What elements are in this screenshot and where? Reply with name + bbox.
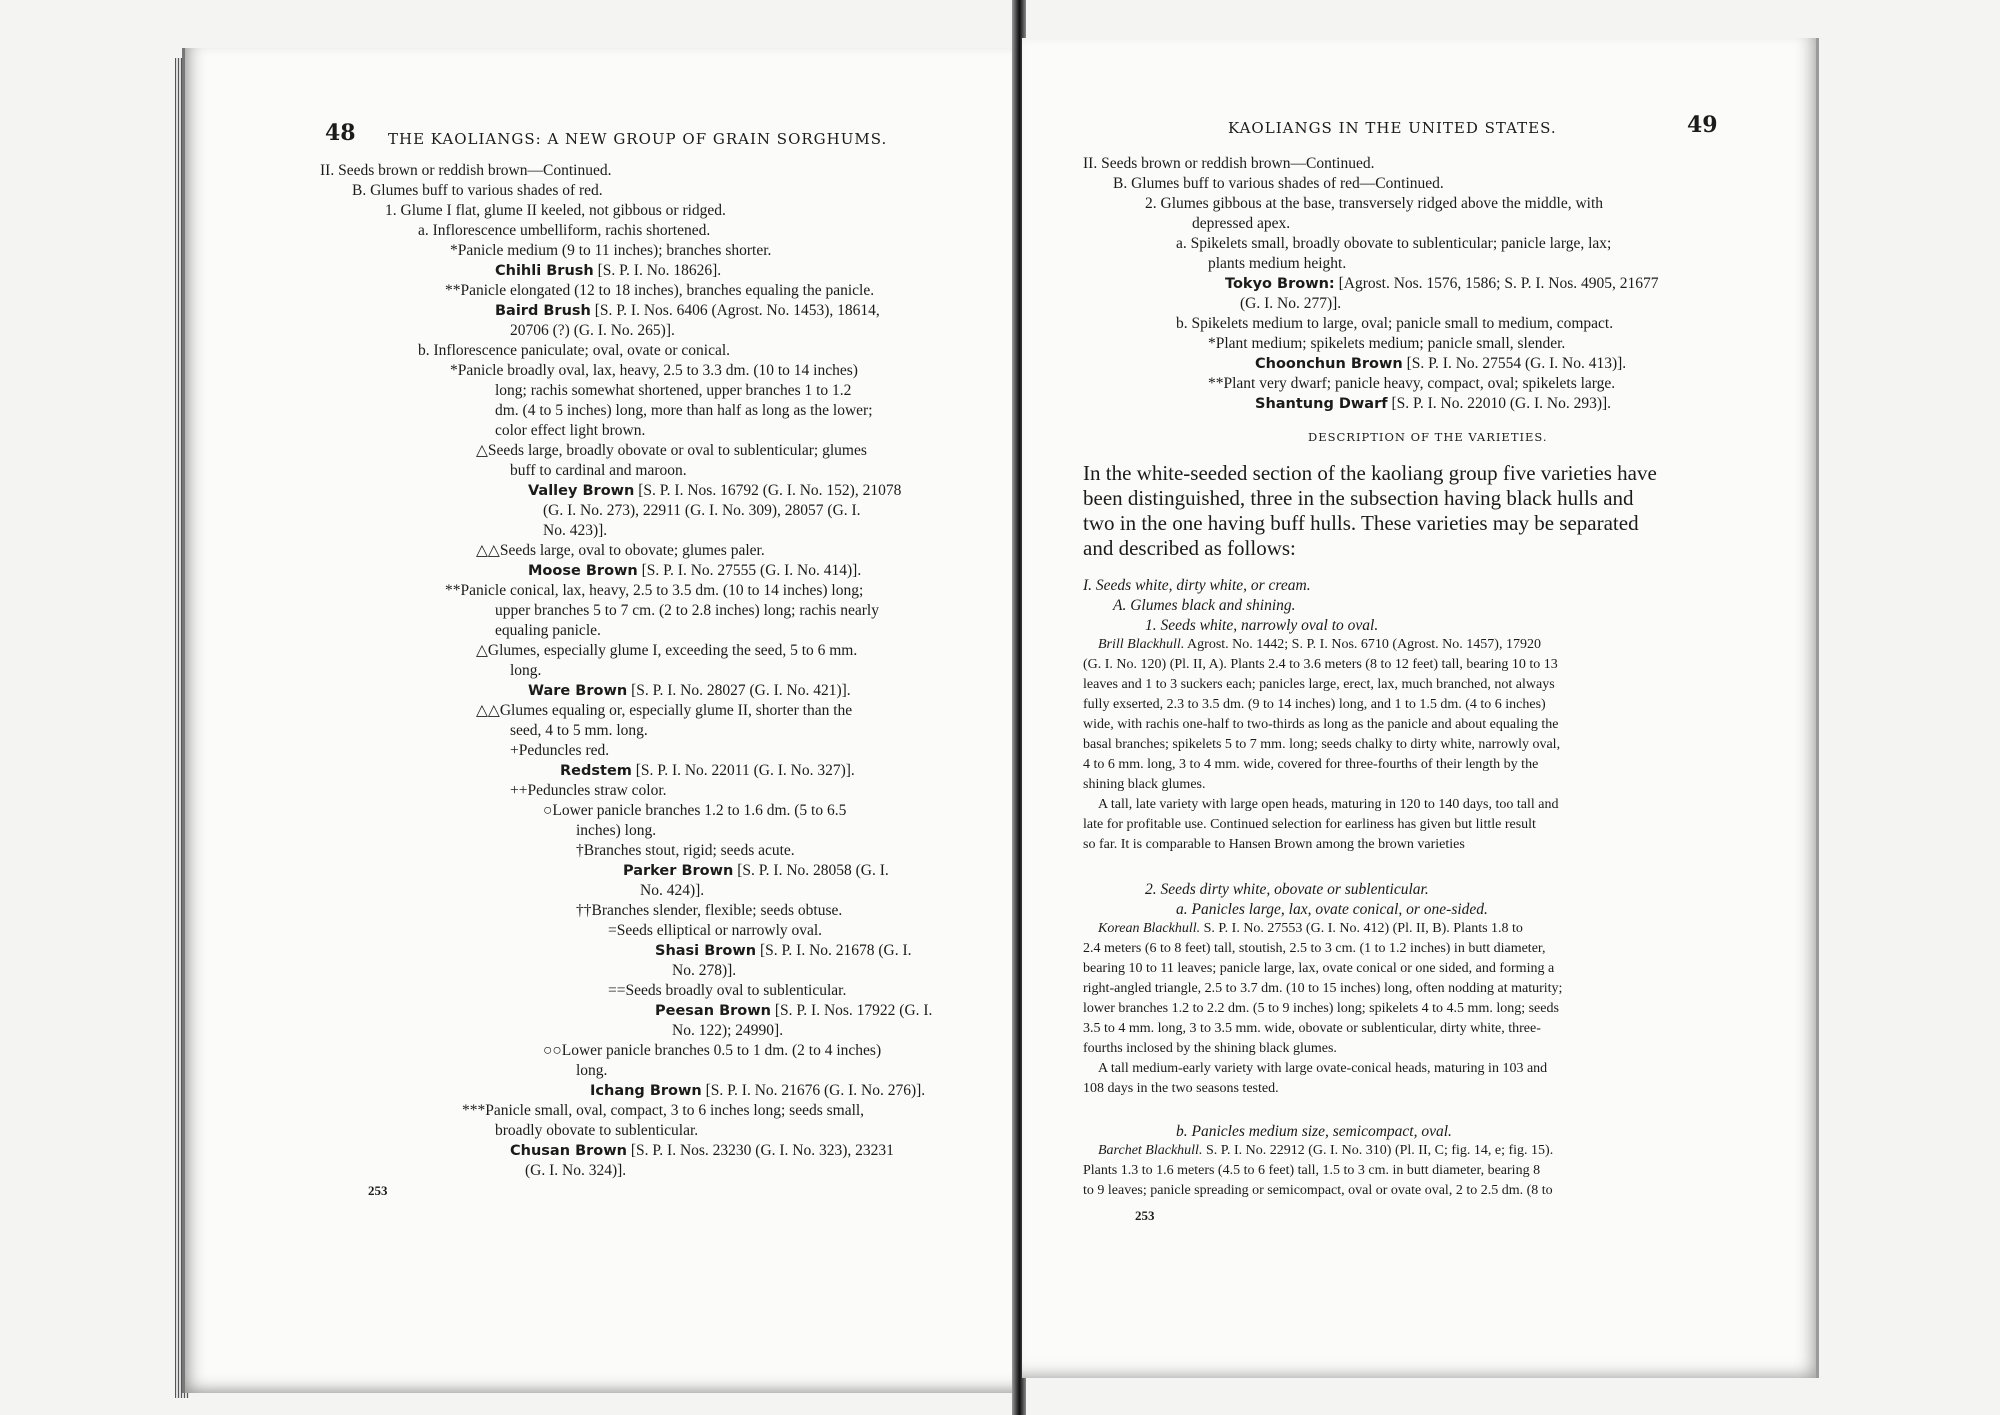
text-line: color effect light brown. <box>495 422 646 439</box>
variety-entry: Peesan Brown [S. P. I. Nos. 17922 (G. I. <box>655 1002 933 1019</box>
text-line: No. 424)]. <box>640 882 705 899</box>
text-line: lower branches 1.2 to 2.2 dm. (5 to 9 inches) long; spikelets 4 to 4.5 mm. long; seeds <box>1083 1001 1559 1016</box>
variety-entry: Baird Brush [S. P. I. Nos. 6406 (Agrost. No. 1453), 18614, <box>495 302 880 319</box>
text-line: leaves and 1 to 3 suckers each; panicles large, erect, lax, much branched, not always <box>1083 677 1555 692</box>
variety-paragraph: Korean Blackhull. S. P. I. No. 27553 (G. I. No. 412) (Pl. II, B). Plants 1.8 to <box>1098 921 1523 936</box>
paragraph-line: two in the one having buff hulls. These varieties may be separated <box>1083 511 1639 535</box>
text-line: A tall, late variety with large open heads, maturing in 120 to 140 days, too tall and <box>1098 797 1559 812</box>
text-line: 1. Glume I flat, glume II keeled, not gibbous or ridged. <box>385 202 726 219</box>
variety-entry: Ware Brown [S. P. I. No. 28027 (G. I. No. 421)]. <box>528 682 851 699</box>
variety-entry: Valley Brown [S. P. I. Nos. 16792 (G. I. No. 152), 21078 <box>528 482 902 499</box>
text-line: a. Inflorescence umbelliform, rachis shortened. <box>418 222 711 239</box>
text-line: **Panicle elongated (12 to 18 inches), branches equaling the panicle. <box>445 282 875 299</box>
text-line: II. Seeds brown or reddish brown—Continued. <box>1083 155 1375 172</box>
variety-name: Baird Brush <box>495 303 591 319</box>
text-line: wide, with rachis one-half to two-thirds as long as the panicle and about equaling the <box>1083 717 1559 732</box>
text-line: =Seeds elliptical or narrowly oval. <box>608 922 823 939</box>
text-line: △Seeds large, broadly obovate or oval to sublenticular; glumes <box>476 442 867 459</box>
text-line: 20706 (?) (G. I. No. 265)]. <box>510 322 675 339</box>
text-line: Plants 1.3 to 1.6 meters (4.5 to 6 feet) tall, 1.5 to 3 cm. in butt diameter, bearing 8 <box>1083 1163 1541 1178</box>
text-line: B. Glumes buff to various shades of red—Continued. <box>1113 175 1444 192</box>
variety-name: Shasi Brown <box>655 943 757 959</box>
text-line: so far. It is comparable to Hansen Brown among the brown varieties <box>1083 837 1465 852</box>
text-line: △△Glumes equaling or, especially glume II, shorter than the <box>476 702 853 719</box>
paragraph-line: been distinguished, three in the subsection having black hulls and <box>1083 486 1634 510</box>
text-line: buff to cardinal and maroon. <box>510 462 687 479</box>
variety-name: Peesan Brown <box>655 1003 771 1019</box>
text-line: right-angled triangle, 2.5 to 3.7 dm. (10 to 15 inches) long, often nodding at maturity; <box>1083 981 1563 996</box>
variety-name: Korean Blackhull. <box>1098 921 1201 936</box>
text-line: long. <box>576 1062 608 1079</box>
text-line: fully exserted, 2.3 to 3.5 dm. (9 to 14 inches) long, and 1 to 1.5 dm. (4 to 6 inches) <box>1083 697 1546 712</box>
variety-name: Shantung Dwarf <box>1255 396 1388 412</box>
text-line: plants medium height. <box>1208 255 1347 272</box>
text-line: ***Panicle small, oval, compact, 3 to 6 inches long; seeds small, <box>462 1102 865 1119</box>
variety-name: Brill Blackhull. <box>1098 637 1185 652</box>
section-heading: DESCRIPTION OF THE VARIETIES. <box>1308 430 1548 444</box>
text-line: ○○Lower panicle branches 0.5 to 1 dm. (2 to 4 inches) <box>543 1042 882 1059</box>
text-line: seed, 4 to 5 mm. long. <box>510 722 648 739</box>
text-line: **Panicle conical, lax, heavy, 2.5 to 3.5 dm. (10 to 14 inches) long; <box>445 582 864 599</box>
text-line: B. Glumes buff to various shades of red. <box>352 182 603 199</box>
variety-entry: Shantung Dwarf [S. P. I. No. 22010 (G. I. No. 293)]. <box>1255 395 1612 412</box>
text-line: 1. Seeds white, narrowly oval to oval. <box>1145 617 1379 634</box>
text-line: △Glumes, especially glume I, exceeding the seed, 5 to 6 mm. <box>476 642 858 659</box>
variety-paragraph: Brill Blackhull. Agrost. No. 1442; S. P. I. Nos. 6710 (Agrost. No. 1457), 17920 <box>1098 637 1541 652</box>
text-line: upper branches 5 to 7 cm. (2 to 2.8 inches) long; rachis nearly <box>495 602 879 619</box>
text-line: inches) long. <box>576 822 657 839</box>
variety-entry: Parker Brown [S. P. I. No. 28058 (G. I. <box>623 862 889 879</box>
text-line: ††Branches slender, flexible; seeds obtuse. <box>576 902 843 919</box>
variety-name: Choonchun Brown <box>1255 356 1403 372</box>
text-line: late for profitable use. Continued selection for earliness has given but little result <box>1083 817 1536 832</box>
text-line: *Panicle broadly oval, lax, heavy, 2.5 to 3.3 dm. (10 to 14 inches) <box>450 362 858 379</box>
text-line: long. <box>510 662 542 679</box>
variety-entry: Tokyo Brown: [Agrost. Nos. 1576, 1586; S. P. I. Nos. 4905, 21677 <box>1225 275 1659 292</box>
text-line: **Plant very dwarf; panicle heavy, compact, oval; spikelets large. <box>1208 375 1616 392</box>
text-line: b. Inflorescence paniculate; oval, ovate or conical. <box>418 342 731 359</box>
text-line: dm. (4 to 5 inches) long, more than half as long as the lower; <box>495 402 873 419</box>
text-line: (G. I. No. 120) (Pl. II, A). Plants 2.4 to 3.6 meters (8 to 12 feet) tall, bearing 10 to 13 <box>1083 657 1558 672</box>
text-line: II. Seeds brown or reddish brown—Continued. <box>320 162 612 179</box>
text-line: A. Glumes black and shining. <box>1113 597 1296 614</box>
variety-name: Chihli Brush <box>495 263 594 279</box>
variety-entry: Moose Brown [S. P. I. No. 27555 (G. I. No. 414)]. <box>528 562 862 579</box>
text-line: bearing 10 to 11 leaves; panicle large, lax, ovate conical or one sided, and forming a <box>1083 961 1555 976</box>
paragraph-line: and described as follows: <box>1083 536 1296 560</box>
text-line: *Panicle medium (9 to 11 inches); branches shorter. <box>450 242 772 259</box>
text-line: b. Panicles medium size, semicompact, oval. <box>1176 1123 1452 1140</box>
text-line: △△Seeds large, oval to obovate; glumes paler. <box>476 542 765 559</box>
text-line: 108 days in the two seasons tested. <box>1083 1081 1279 1096</box>
variety-entry: Shasi Brown [S. P. I. No. 21678 (G. I. <box>655 942 912 959</box>
text-line: No. 423)]. <box>543 522 608 539</box>
text-line: b. Spikelets medium to large, oval; panicle small to medium, compact. <box>1176 315 1614 332</box>
variety-name: Tokyo Brown: <box>1225 276 1335 292</box>
text-line: 2. Seeds dirty white, obovate or sublenticular. <box>1145 881 1429 898</box>
variety-entry: Chusan Brown [S. P. I. Nos. 23230 (G. I. No. 323), 23231 <box>510 1142 894 1159</box>
text-line: +Peduncles red. <box>510 742 610 759</box>
text-line: 3.5 to 4 mm. long, 3 to 3.5 mm. wide, obovate or sublenticular, dirty white, three- <box>1083 1021 1541 1036</box>
variety-name: Ware Brown <box>528 683 628 699</box>
text-line: 4 to 6 mm. long, 3 to 4 mm. wide, covered for three-fourths of their length by the <box>1083 757 1539 772</box>
variety-name: Moose Brown <box>528 563 638 579</box>
text-line: ==Seeds broadly oval to sublenticular. <box>608 982 847 999</box>
text-line: broadly obovate to sublenticular. <box>495 1122 699 1139</box>
footer-number: 253 <box>368 1183 388 1198</box>
text-line: †Branches stout, rigid; seeds acute. <box>576 842 795 859</box>
variety-paragraph: Barchet Blackhull. S. P. I. No. 22912 (G. I. No. 310) (Pl. II, C; fig. 14, e; fig. 15). <box>1098 1143 1554 1158</box>
text-line: (G. I. No. 273), 22911 (G. I. No. 309), 28057 (G. I. <box>543 502 861 519</box>
text-line: to 9 leaves; panicle spreading or semicompact, oval or ovate oval, 2 to 2.5 dm. (8 to <box>1083 1183 1553 1198</box>
text-line: fourths inclosed by the shining black glumes. <box>1083 1041 1337 1056</box>
text-line: 2.4 meters (6 to 8 feet) tall, stoutish, 2.5 to 3 cm. (1 to 1.2 inches) in butt diameter, <box>1083 941 1546 956</box>
variety-name: Valley Brown <box>528 483 635 499</box>
page-number: 49 <box>1687 112 1718 138</box>
variety-name: Parker Brown <box>623 863 734 879</box>
text-line: A tall medium-early variety with large ovate-conical heads, maturing in 103 and <box>1098 1061 1548 1076</box>
text-line: (G. I. No. 324)]. <box>525 1162 627 1179</box>
variety-entry: Choonchun Brown [S. P. I. No. 27554 (G. I. No. 413)]. <box>1255 355 1627 372</box>
text-line: depressed apex. <box>1192 215 1291 232</box>
text-line: *Plant medium; spikelets medium; panicle small, slender. <box>1208 335 1566 352</box>
running-head: THE KAOLIANGS: A NEW GROUP OF GRAIN SORGHUMS. <box>388 130 888 148</box>
text-line: (G. I. No. 277)]. <box>1240 295 1342 312</box>
text-line: a. Spikelets small, broadly obovate to sublenticular; panicle large, lax; <box>1176 235 1612 252</box>
text-line: 2. Glumes gibbous at the base, transversely ridged above the middle, with <box>1145 195 1604 212</box>
text-line: No. 278)]. <box>672 962 737 979</box>
variety-entry: Chihli Brush [S. P. I. No. 18626]. <box>495 262 722 279</box>
variety-name: Barchet Blackhull. <box>1098 1143 1203 1158</box>
text-line: ○Lower panicle branches 1.2 to 1.6 dm. (5 to 6.5 <box>543 802 847 819</box>
text-line: long; rachis somewhat shortened, upper branches 1 to 1.2 <box>495 382 852 399</box>
page-number: 48 <box>325 120 356 146</box>
text-line: equaling panicle. <box>495 622 601 639</box>
text-line: I. Seeds white, dirty white, or cream. <box>1083 577 1311 594</box>
running-head: KAOLIANGS IN THE UNITED STATES. <box>1228 119 1557 137</box>
text-line: basal branches; spikelets 5 to 7 mm. long; seeds chalky to dirty white, narrowly oval, <box>1083 737 1561 752</box>
text-line: ++Peduncles straw color. <box>510 782 667 799</box>
text-line: No. 122); 24990]. <box>672 1022 784 1039</box>
text-line: shining black glumes. <box>1083 777 1206 792</box>
footer-number: 253 <box>1135 1208 1155 1223</box>
paragraph-line: In the white-seeded section of the kaoliang group five varieties have <box>1083 461 1657 485</box>
variety-name: Redstem <box>560 763 632 779</box>
variety-entry: Ichang Brown [S. P. I. No. 21676 (G. I. No. 276)]. <box>590 1082 926 1099</box>
variety-name: Ichang Brown <box>590 1083 702 1099</box>
variety-name: Chusan Brown <box>510 1143 627 1159</box>
variety-entry: Redstem [S. P. I. No. 22011 (G. I. No. 327)]. <box>560 762 855 779</box>
text-line: a. Panicles large, lax, ovate conical, or one-sided. <box>1176 901 1488 918</box>
